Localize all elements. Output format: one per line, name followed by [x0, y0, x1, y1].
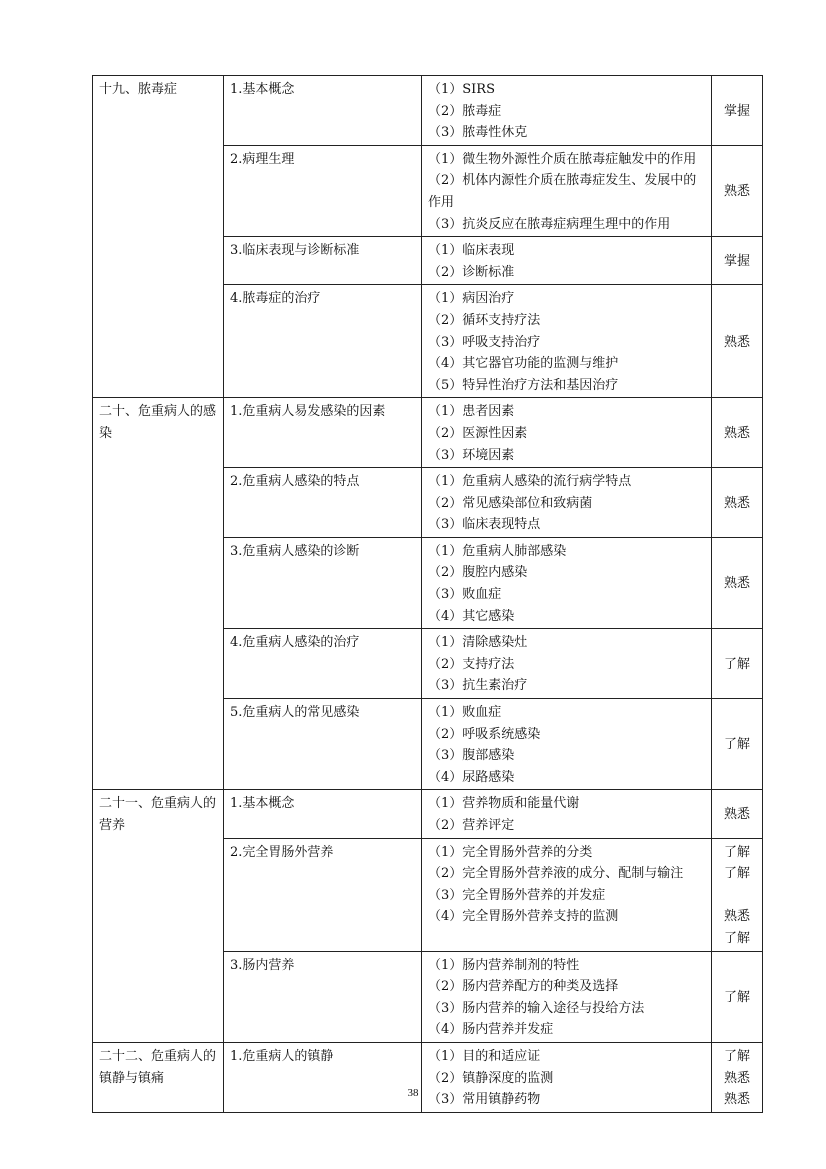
content-item: （4）尿路感染: [428, 769, 515, 785]
content-cell: [422, 76, 712, 146]
chapter-cell: 二十、危重病人的感染: [93, 398, 224, 790]
content-item: （2）脓毒症: [428, 103, 502, 119]
content-item: （4）完全胃肠外营养支持的监测: [428, 909, 619, 925]
content-cell: [422, 951, 712, 1042]
content-item: （1）危重病人感染的流行病学特点: [428, 474, 632, 490]
content-cell: [422, 537, 712, 628]
content-item: （2）医源性因素: [428, 425, 528, 441]
requirement-level: 熟悉: [723, 1070, 750, 1086]
topic-cell: 3.临床表现与诊断标准: [224, 237, 422, 285]
content-item: （3）脓毒性休克: [428, 125, 528, 141]
requirement-level: 了解: [723, 844, 750, 860]
topic-cell: 2.完全胃肠外营养: [224, 838, 422, 951]
content-cell: [422, 629, 712, 699]
content-item: （2）镇静深度的监测: [428, 1070, 554, 1086]
topic-cell: 4.危重病人感染的治疗: [224, 629, 422, 699]
requirement-level-cell: [712, 1042, 763, 1112]
requirement-level-cell: 熟悉: [712, 285, 763, 398]
content-item: （1）完全胃肠外营养的分类: [428, 844, 593, 860]
content-cell: [422, 468, 712, 538]
content-item: （3）肠内营养的输入途径与投给方法: [428, 1000, 645, 1016]
requirement-level-cell: [712, 838, 763, 951]
content-item: （2）完全胃肠外营养液的成分、配制与输注: [428, 866, 684, 882]
content-item: （1）目的和适应证: [428, 1048, 541, 1064]
content-item: （2）支持疗法: [428, 656, 515, 672]
requirement-level: 了解: [723, 866, 750, 882]
content-item: （3）抗生素治疗: [428, 678, 528, 694]
requirement-level: 了解: [723, 930, 750, 946]
table-row: [93, 790, 763, 838]
content-item: （4）肠内营养并发症: [428, 1022, 554, 1038]
content-cell: [422, 145, 712, 236]
requirement-level: 了解: [723, 1048, 750, 1064]
content-cell: [422, 838, 712, 951]
content-cell: [422, 237, 712, 285]
content-cell: [422, 398, 712, 468]
requirement-level-cell: 了解: [712, 951, 763, 1042]
content-item: （2）呼吸系统感染: [428, 726, 541, 742]
requirement-level-cell: 熟悉: [712, 398, 763, 468]
requirement-level: 熟悉: [723, 909, 750, 925]
syllabus-table: [92, 75, 763, 1113]
content-item: （3）败血症: [428, 587, 502, 603]
content-item: （1）败血症: [428, 705, 502, 721]
topic-cell: 2.危重病人感染的特点: [224, 468, 422, 538]
content-item: （3）抗炎反应在脓毒症病理生理中的作用: [428, 216, 671, 232]
page-number: 38: [407, 1087, 419, 1099]
content-item: （1）病因治疗: [428, 291, 515, 307]
table-body: [93, 76, 763, 1113]
content-item: （1）患者因素: [428, 404, 515, 420]
content-cell: [422, 285, 712, 398]
content-item: （1）危重病人肺部感染: [428, 543, 567, 559]
content-item: （5）特异性治疗方法和基因治疗: [428, 377, 619, 393]
topic-cell: 5.危重病人的常见感染: [224, 699, 422, 790]
topic-cell: 1.基本概念: [224, 790, 422, 838]
topic-cell: 1.危重病人易发感染的因素: [224, 398, 422, 468]
content-item: （1）临床表现: [428, 243, 515, 259]
content-item: （3）完全胃肠外营养的并发症: [428, 887, 606, 903]
requirement-level-cell: 熟悉: [712, 790, 763, 838]
content-item: （3）临床表现特点: [428, 517, 541, 533]
topic-cell: 2.病理生理: [224, 145, 422, 236]
topic-cell: 3.危重病人感染的诊断: [224, 537, 422, 628]
requirement-level-cell: 掌握: [712, 237, 763, 285]
content-cell: [422, 699, 712, 790]
topic-cell: 4.脓毒症的治疗: [224, 285, 422, 398]
requirement-level: [712, 885, 762, 907]
content-item: （1）肠内营养制剂的特性: [428, 957, 580, 973]
content-item: （1）清除感染灶: [428, 635, 528, 651]
content-item: （2）诊断标准: [428, 264, 515, 280]
content-item: （2）肠内营养配方的种类及选择: [428, 979, 619, 995]
content-item: （2）营养评定: [428, 818, 515, 833]
content-item: （2）腹腔内感染: [428, 565, 528, 581]
content-item: （1）微生物外源性介质在脓毒症触发中的作用: [428, 151, 697, 167]
table-row: [93, 1042, 763, 1112]
content-item: （1）SIRS: [428, 82, 496, 97]
topic-cell: 1.基本概念: [224, 76, 422, 146]
topic-cell: 1.危重病人的镇静: [224, 1042, 422, 1112]
content-item: （4）其它器官功能的监测与维护: [428, 356, 619, 372]
content-item: （2）循环支持疗法: [428, 312, 541, 328]
table-row: [93, 76, 763, 146]
content-item: （2）常见感染部位和致病菌: [428, 495, 593, 511]
requirement-level-cell: 熟悉: [712, 537, 763, 628]
requirement-level-cell: 掌握: [712, 76, 763, 146]
content-item: （4）其它感染: [428, 608, 515, 624]
content-item: （3）常用镇静药物: [428, 1092, 541, 1108]
content-cell: [422, 1042, 712, 1112]
chapter-cell: 十九、脓毒症: [93, 76, 224, 398]
content-item: （1）营养物质和能量代谢: [428, 796, 580, 812]
requirement-level-cell: 熟悉: [712, 468, 763, 538]
requirement-level-cell: 熟悉: [712, 145, 763, 236]
content-item: （3）环境因素: [428, 447, 515, 463]
requirement-level: 熟悉: [723, 1092, 750, 1108]
chapter-cell: 二十二、危重病人的镇静与镇痛: [93, 1042, 224, 1112]
content-item: （3）腹部感染: [428, 748, 515, 764]
content-item: （2）机体内源性介质在脓毒症发生、发展中的作用: [428, 173, 697, 210]
topic-cell: 3.肠内营养: [224, 951, 422, 1042]
content-cell: [422, 790, 712, 838]
content-item: （3）呼吸支持治疗: [428, 334, 541, 350]
table-row: [93, 398, 763, 468]
requirement-level-cell: 了解: [712, 699, 763, 790]
requirement-level-cell: 了解: [712, 629, 763, 699]
chapter-cell: 二十一、危重病人的营养: [93, 790, 224, 1043]
